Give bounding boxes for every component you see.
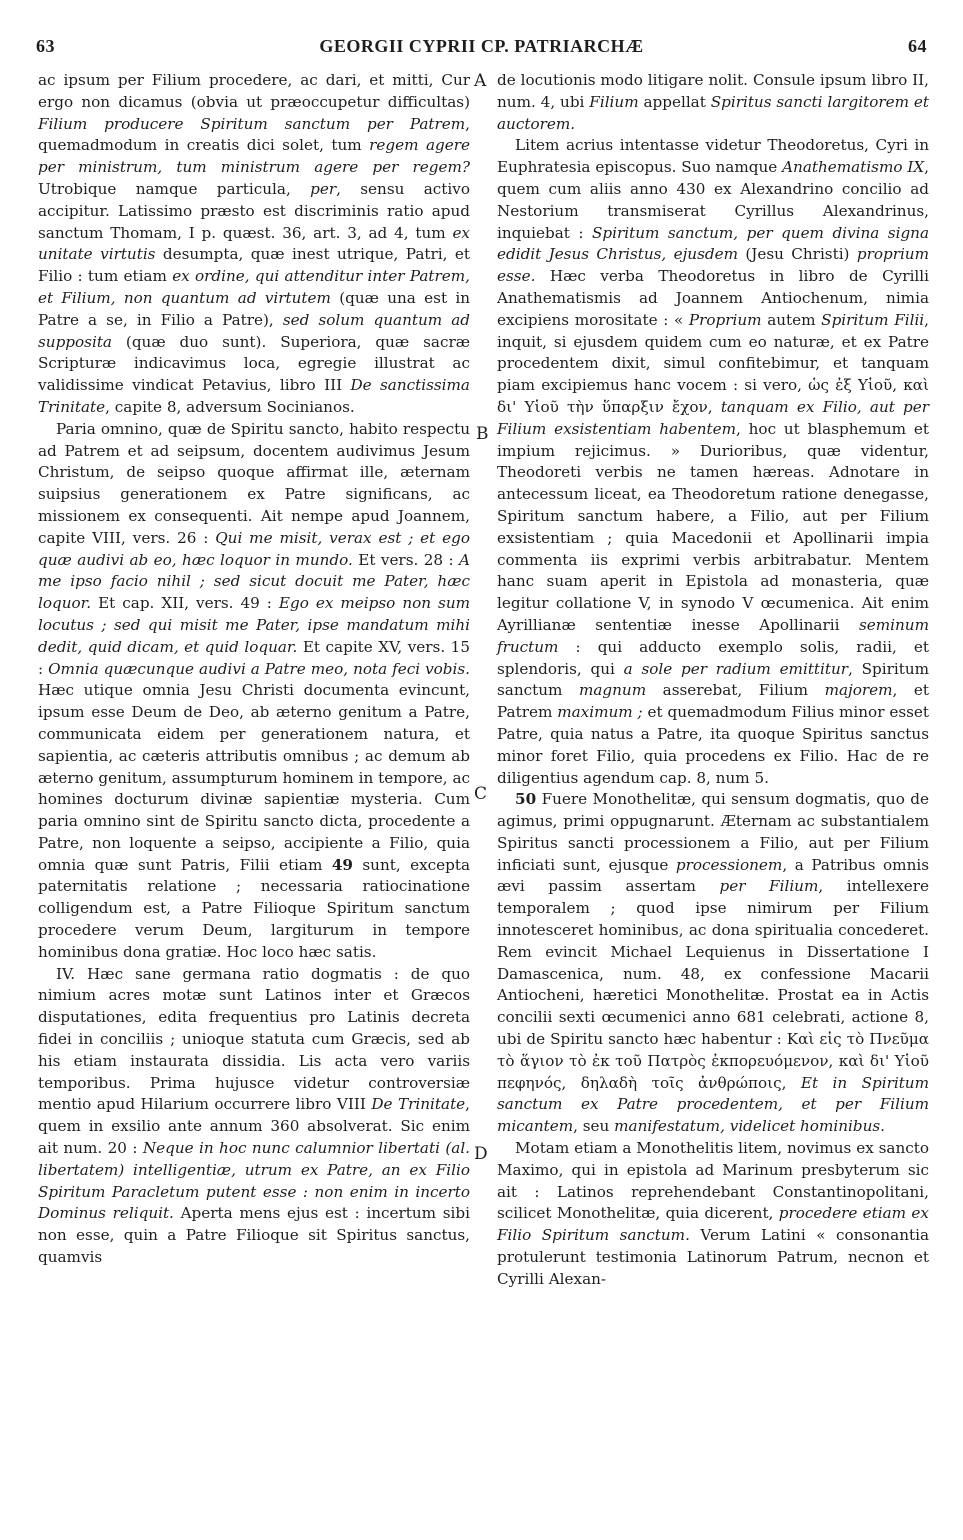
text-run: , hoc ut blasphemum et impium rejicimus. » Durioribus, quæ videntur, Theodoreti verbis ne tamen hæreas. Adnotare in antecessum liceat, ea Theodoretum ratione denegasse, Spiritum sanctum habere, a Filio, aut per Filium exsistentiam ; quia Macedonii et Apollinarii impia commenta iis exprimi verbis arbitrabatur. Mentem hanc suam aperit in Epistola ad monasteria, quæ legitur collatione V, in synodo V œcumenica. Ait enim Ayrillianæ sententiæ inesse Apollinarii: [497, 419, 929, 634]
text-run: desumpta, quæ inest utrique, Patri, et Filio : tum etiam: [38, 245, 470, 286]
italic-text: Qui me misit, verax est ; et ego quæ audivi ab eo, hæc loquor in mundo.: [38, 528, 470, 569]
text-run: , sensu activo accipitur. Latissimo præsto est discriminis ratio apud sanctum Thomam, I p. quæst. 36, art. 3, ad 4, tum: [38, 179, 470, 242]
text-run: IV. Hæc sane germana ratio dogmatis : de quo nimium acres motæ sunt Latinos inter et Græcos disputationes, edita frequentius pro Latinis decreta fidei in conciliis ; unioque statuta cum Græcis, sed ab his etiam instaurata dissidia. Lis acta vero variis temporibus. Prima hujusce videtur controversiæ mentio apud Hilarium occurrere libro VIII: [38, 964, 470, 1114]
italic-text: Omnia quæcunque audivi a Patre meo, nota feci vobis.: [48, 659, 470, 678]
italic-text: A me ipso facio nihil ; sed sicut docuit me Pater, hæc loquor.: [38, 550, 470, 613]
left-column: [38, 70, 470, 1269]
text-run: , et Patrem: [497, 681, 929, 722]
italic-text: processionem: [675, 855, 783, 874]
text-run: Hæc verba Theodoretus in libro de Cyrilli Anathematismis ad Joannem Antiochenum, nimia excipiens morositate : «: [497, 267, 929, 329]
text-run: Et capite XV, vers. 15 :: [38, 637, 470, 678]
paragraph: [497, 789, 929, 1138]
italic-text: per Filium: [719, 877, 819, 896]
italic-text: magnum: [578, 681, 647, 700]
italic-text: Et in Spiritum sanctum ex Patre procedentem, et per Filium micantem: [497, 1073, 929, 1136]
italic-text: per: [310, 179, 337, 198]
paragraph: [497, 135, 929, 789]
text-run: , inquit, si ejusdem quidem cum eo naturæ, et ex Patre procedentem dixit, simul confitebimur, et tanquam piam excipiemus hanc vocem : si vero, ὡς ἐξ Υἱοῦ, καὶ δι' Υἱοῦ τὴν ὕπαρξιν ἔχον,: [497, 310, 929, 416]
text-run: asserebat, Filium: [646, 681, 825, 700]
text-run: Verum Latini « consonantia protulerunt testimonia Latinorum Patrum, necnon et Cyrilli Alexan-: [497, 1226, 929, 1288]
italic-text: ex unitate virtutis: [38, 223, 470, 264]
text-run: Utrobique namque particula,: [38, 179, 311, 198]
paragraph: [38, 419, 470, 964]
paragraph: [497, 70, 929, 135]
italic-text: manifestatum, videlicet hominibus.: [614, 1117, 885, 1136]
page-number-right: 64: [908, 36, 927, 56]
text-run: (quæ una est in Patre a se, in Filio a Patre),: [38, 288, 470, 329]
italic-text: Filium: [589, 92, 639, 111]
running-title: GEORGII CYPRII CP. PATRIARCHÆ: [319, 36, 644, 56]
running-header: [36, 36, 927, 62]
text-run: Motam etiam a Monothelitis litem, novimus ex sancto Maximo, qui in epistola ad Marinum presbyterum sic ait : Latinos reprehendebant Constantinopolitani, scilicet Monothelitæ, quia dicerent,: [497, 1139, 929, 1223]
italic-text: procedere etiam ex Filio Spiritum sanctum.: [497, 1204, 929, 1245]
italic-text: proprium esse.: [497, 245, 929, 286]
column-number: 49: [331, 855, 353, 874]
column-number: 50: [515, 790, 537, 809]
text-run: sunt, excepta paternitatis relatione ; necessaria ratiocinatione colligendum est, a Patre Filioque Spiritum sanctum procedere verum Deum, largiturum in tempore hominibus dona gratiæ. Hoc loco hæc satis.: [38, 855, 471, 961]
text-run: Aperta mens ejus est : incertum sibi non esse, quin a Patre Filioque sit Spiritus sanctus, quamvis: [38, 1204, 470, 1267]
italic-text: seminum fructum: [497, 615, 929, 656]
text-run: Et cap. XII, vers. 49 :: [91, 594, 279, 613]
text-run: de locutionis modo litigare nolit. Consule ipsum libro II, num. 4, ubi: [497, 71, 929, 111]
italic-text: De Trinitate: [371, 1095, 466, 1114]
italic-text: sed solum quantum ad supposita: [38, 310, 470, 351]
italic-text: Spiritum Filii: [821, 310, 925, 329]
text-run: Et vers. 28 :: [352, 550, 460, 569]
right-column: [497, 70, 929, 1291]
italic-text: regem agere per ministrum, tum ministrum agere per regem?: [38, 136, 470, 177]
paragraph: [497, 1138, 929, 1291]
text-run: et quemadmodum Filius minor esset Patre, quia natus a Patre, ita quoque Spiritus sanctus minor foret Filio, quia procedens ex Filio. Hac de re diligentius agendum cap. 8, num 5.: [497, 703, 929, 787]
margin-marker-a: A: [474, 71, 487, 91]
text-run: ac ipsum per Filium procedere, ac dari, et mitti, Cur ergo non dicamus (obvia ut præoccupetur difficultas): [38, 71, 470, 111]
paragraph: [38, 70, 470, 419]
text-run: autem: [761, 310, 822, 329]
text-run: , seu: [573, 1117, 615, 1136]
italic-text: Ego ex meipso non sum locutus ; sed qui misit me Pater, ipse mandatum mihi dedit, quid dicam, et quid loquar.: [38, 594, 470, 656]
italic-text: Spiritum sanctum, per quem divina signa edidit Jesus Christus, ejusdem: [497, 223, 930, 264]
italic-text: majorem: [824, 681, 893, 700]
text-run: : qui adducto exemplo solis, radii, et splendoris, qui: [497, 637, 929, 678]
text-run: , a Patribus omnis ævi passim assertam: [497, 855, 929, 896]
text-run: (quæ duo sunt). Superiora, quæ sacræ Scripturæ indicavimus loca, egregie illustrat ac validissime vindicat Petavius, libro III: [38, 332, 470, 395]
italic-text: Spiritus sancti largitorem et auctorem.: [497, 92, 929, 133]
text-run: (Jesu Christi): [737, 245, 857, 264]
italic-text: tanquam ex Filio, aut per Filium exsistentiam habentem: [497, 397, 929, 438]
italic-text: maximum ;: [557, 703, 643, 722]
text-run: , intellexere temporalem ; quod ipse nimirum per Filium innotesceret hominibus, ac dona spiritualia concederet. Rem evincit Michael Lequienus in Dissertatione I Damascenica, num. 48, ex confessione Macarii Antiocheni, hæretici Monothelitæ. Prostat ea in Actis concilii sexti œcumenici anno 681 celebrati, actione 8, ubi de Spiritu sancto hæc habentur : Καὶ εἰς τὸ Πνεῦμα τὸ ἅγιον τὸ ἐκ τοῦ Πατρὸς ἐκπορευόμενον, καὶ δι' Υἱοῦ πεφηνός, δηλαδὴ τοῖς ἀνθρώποις,: [497, 877, 929, 1092]
italic-text: Proprium: [688, 310, 762, 329]
text-run: Paria omnino, quæ de Spiritu sancto, habito respectu ad Patrem et ad seipsum, docentem audivimus Jesum Christum, de seipso quoque affirmat ille, æternam suipsius generationem ex Patre significans, ac missionem ex consequenti. Ait nempe apud Joannem, capite VIII, vers. 26 :: [38, 419, 470, 547]
text-run: Litem acrius intentasse videtur Theodoretus, Cyri in Euphratesia episcopus. Suo namque: [497, 136, 929, 177]
margin-marker-d: D: [474, 1144, 488, 1164]
text-run: , quemadmodum in creatis dici solet, tum: [38, 114, 470, 155]
italic-text: De sanctissima Trinitate: [38, 376, 470, 416]
paragraph: [38, 964, 470, 1269]
text-run: , quem in exsilio ante annum 360 absolverat. Sic enim ait num. 20 :: [38, 1095, 470, 1158]
margin-marker-b: B: [476, 424, 489, 444]
text-run: Hæc utique omnia Jesu Christi documenta evincunt, ipsum esse Deum de Deo, ab æterno genitum a Patre, communicata eidem per generationem natura, et sapientia, ac cæteris attributis omnibus ; ac demum ab æterno genitum, assumpturum hominem in tempore, ac homines docturum divinæ sapientiæ mysteria. Cum paria omnino sint de Spiritu sancto dicta, procedente a Patre, non loquente a seipso, accipiente a Filio, quia omnia quæ sunt Patris, Filii etiam: [38, 681, 470, 874]
italic-text: Filium producere Spiritum sanctum per Patrem: [38, 114, 466, 133]
text-run: , capite 8, adversum Socinianos.: [105, 397, 355, 416]
page-number-left: 63: [36, 36, 55, 56]
italic-text: a sole per radium emittitur: [623, 659, 849, 678]
italic-text: Anathematismo IX: [782, 158, 925, 177]
italic-text: ex ordine, qui attenditur inter Patrem, et Filium, non quantum ad virtutem: [38, 267, 470, 307]
text-run: , quem cum aliis anno 430 ex Alexandrino concilio ad Nestorium transmiserat Cyrillus Alexandrinus, inquiebat :: [497, 158, 929, 242]
margin-marker-c: C: [474, 784, 488, 804]
text-run: appellat: [638, 92, 711, 111]
italic-text: Neque in hoc nunc calumnior libertati (al. libertatem) intelligentiæ, utrum ex Patre, an ex Filio Spiritum Paracletum putent esse : non enim in incerto Dominus reliquit.: [38, 1139, 471, 1223]
text-run: Fuere Monothelitæ, qui sensum dogmatis, quo de agimus, primi oppugnarunt. Æternam ac substantialem Spiritus sancti processionem a Filio, aut per Filium inficiati sunt, ejusque: [497, 790, 929, 874]
text-run: , Spiritum sanctum: [497, 659, 930, 700]
